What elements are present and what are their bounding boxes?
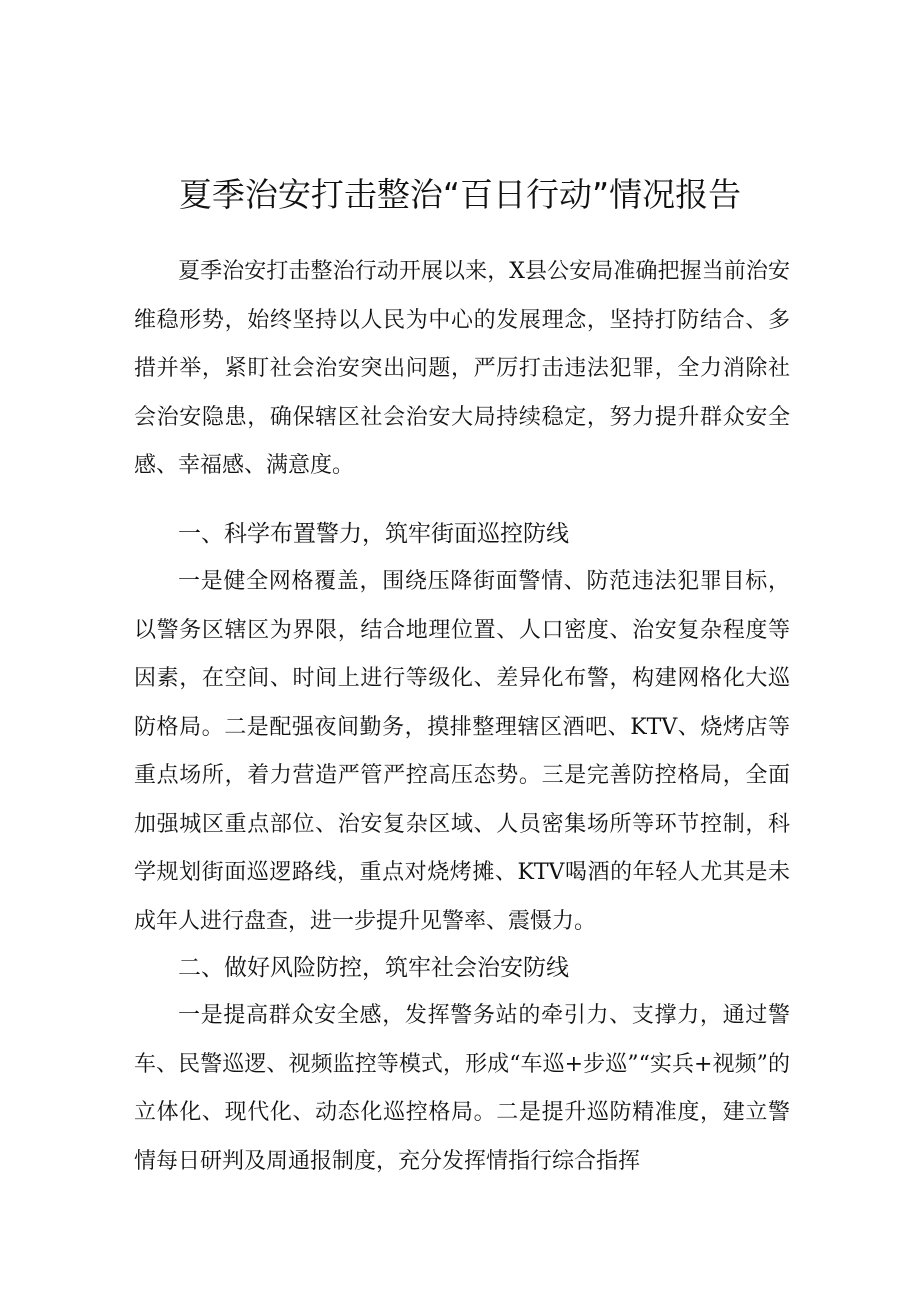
- section-2-body-block: [134, 992, 790, 1186]
- intro-paragraph-block: [134, 248, 790, 491]
- section-2-paragraph: 一是提高群众安全感，发挥警务站的牵引力、支撑力，通过警车、民警巡逻、视频监控等模式，形成“车巡+步巡”“实兵+视频”的立体化、现代化、动态化巡控格局。二是提升巡防精准度，建立警情每日研判及周通报制度，充分发挥情指行综合指挥: [134, 1003, 790, 1174]
- document-title: 夏季治安打击整治“百日行动”情况报告: [178, 175, 742, 214]
- intro-paragraph: 夏季治安打击整治行动开展以来，X县公安局准确把握当前治安维稳形势，始终坚持以人民为中心的发展理念，坚持打防结合、多措并举，紧盯社会治安突出问题，严厉打击违法犯罪，全力消除社会治安隐患，确保辖区社会治安大局持续稳定，努力提升群众安全感、幸福感、满意度。: [134, 259, 790, 478]
- section-2-heading: 二、做好风险防控，筑牢社会治安防线: [178, 955, 569, 981]
- section-1-paragraph: 一是健全网格覆盖，围绕压降街面警情、防范违法犯罪目标，以警务区辖区为界限，结合地理位置、人口密度、治安复杂程度等因素，在空间、时间上进行等级化、差异化布警，构建网格化大巡防格局。二是配强夜间勤务，摸排整理辖区酒吧、KTV、烧烤店等重点场所，着力营造严管严控高压态势。三是完善防控格局，全面加强城区重点部位、治安复杂区域、人员密集场所等环节控制，科学规划街面巡逻路线，重点对烧烤摊、KTV喝酒的年轻人尤其是未成年人进行盘查，进一步提升见警率、震慑力。: [134, 569, 790, 934]
- section-1-body-block: [134, 558, 790, 946]
- section-1-heading: 一、科学布置警力，筑牢街面巡控防线: [178, 521, 569, 547]
